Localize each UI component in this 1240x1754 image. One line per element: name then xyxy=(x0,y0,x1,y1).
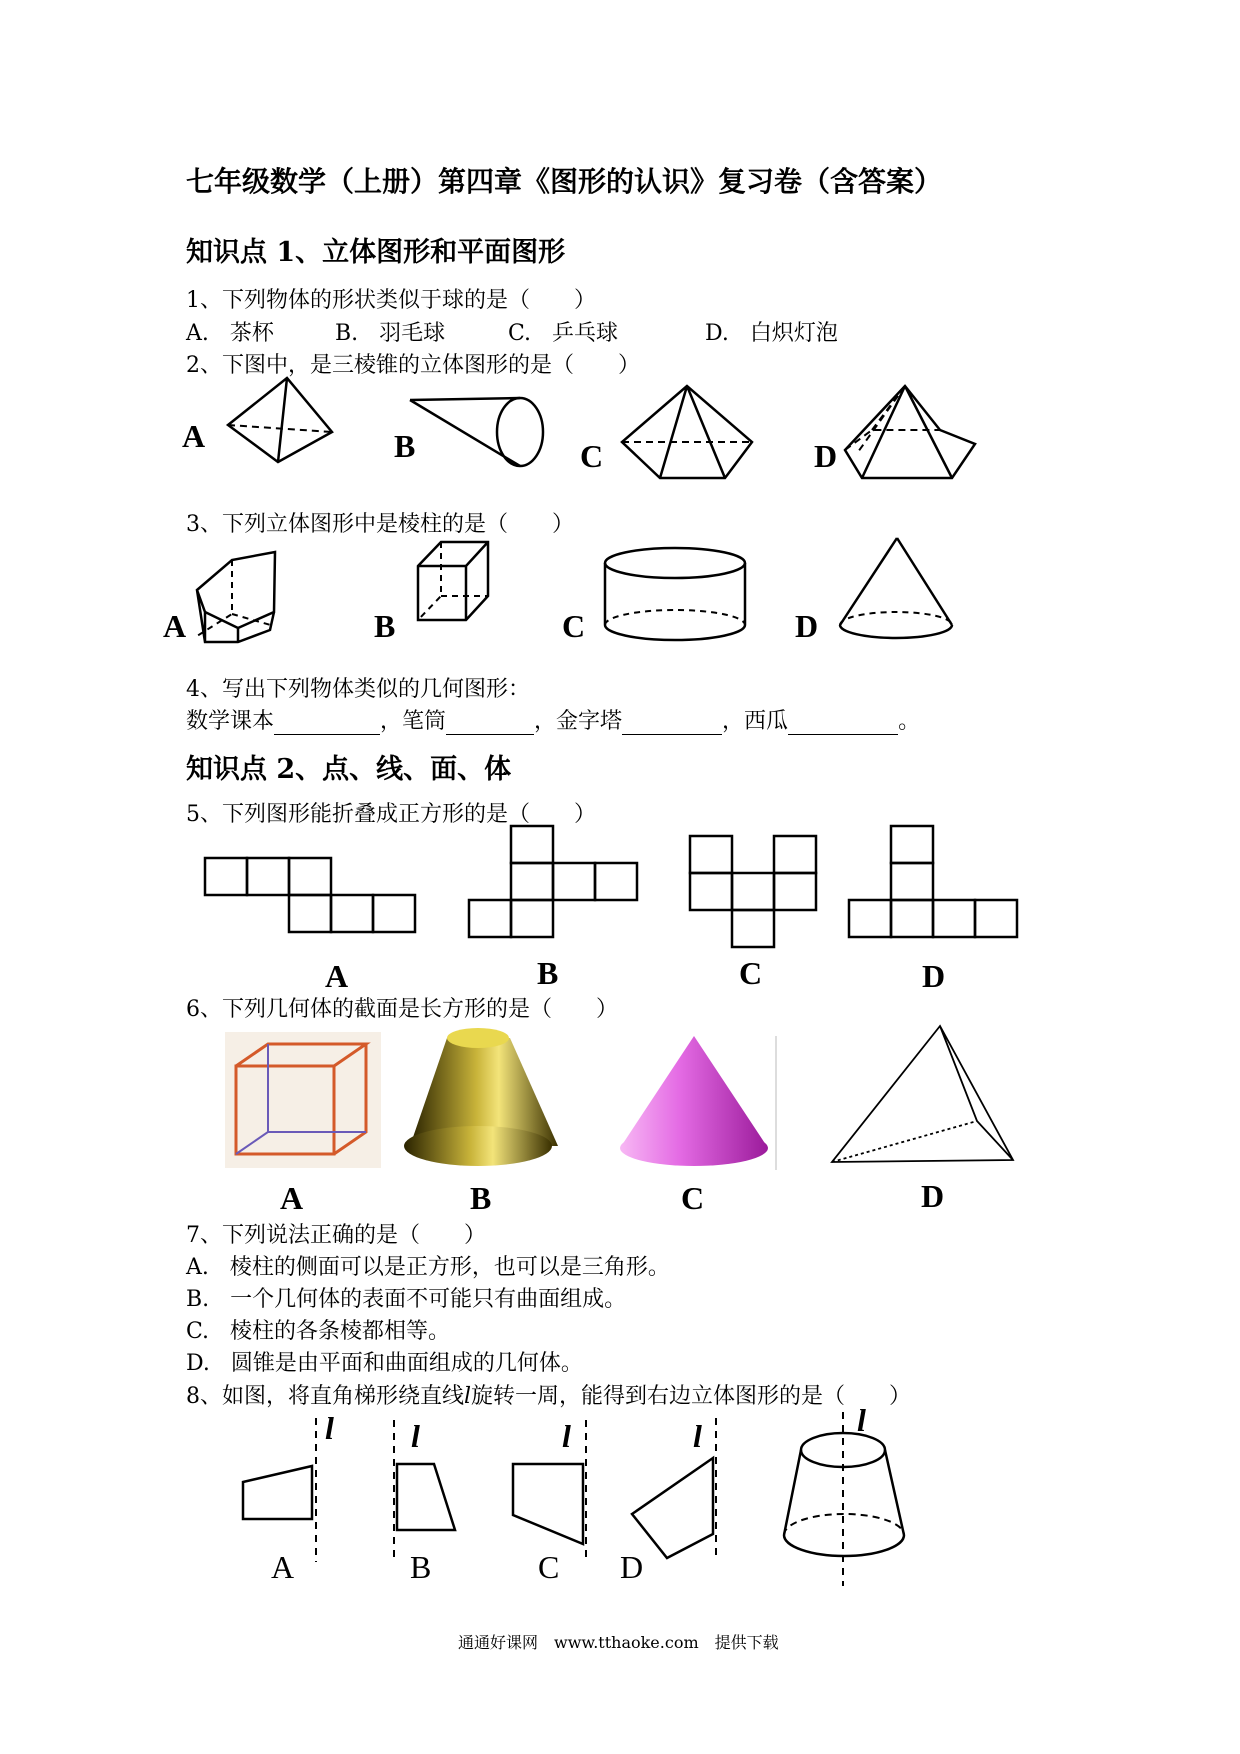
q4-item-pen-holder: ，笔筒 xyxy=(380,709,447,734)
section-heading-2: 知识点 2、点、线、面、体 xyxy=(186,754,512,785)
section-heading-1: 知识点 1、立体图形和平面图形 xyxy=(186,237,566,268)
trapezoid-a-icon xyxy=(243,1418,316,1562)
pentagonal-pyramid-icon xyxy=(845,386,975,478)
q6-label-c: C xyxy=(681,1180,705,1216)
q4-item-watermelon: ，西瓜 xyxy=(722,709,789,734)
q1-option-b-letter: B. xyxy=(335,321,359,346)
q7-option-d-letter: D. xyxy=(186,1351,210,1376)
q4-blank-1[interactable] xyxy=(274,712,380,735)
trapezoid-c-icon xyxy=(513,1420,586,1562)
q2-label-a: A xyxy=(182,418,206,454)
q4-blank-4[interactable] xyxy=(788,712,898,735)
q2-label-c: C xyxy=(580,438,604,474)
q7-option-b-text: 一个几何体的表面不可能只有曲面组成。 xyxy=(230,1287,627,1312)
q1-option-a-text: 茶杯 xyxy=(229,321,274,346)
q3-label-c: C xyxy=(562,608,586,644)
cone-upright-icon xyxy=(840,538,952,638)
frustum-image xyxy=(404,1028,558,1166)
q4-item-textbook: 数学课本 xyxy=(186,709,275,734)
triangular-pyramid-icon xyxy=(228,378,332,462)
document-title: 七年级数学（上册）第四章《图形的认识》复习卷（含答案） xyxy=(186,165,943,198)
cone-icon xyxy=(410,398,543,466)
q7-option-a xyxy=(186,1250,670,1281)
q8-stem-var: l xyxy=(464,1384,472,1409)
net-c-icon xyxy=(690,836,816,947)
q4-item-pyramid: ，金字塔 xyxy=(534,709,623,734)
net-a-icon xyxy=(205,858,415,932)
q4-fill-line xyxy=(186,704,920,735)
q5-label-a: A xyxy=(325,958,349,994)
square-pyramid-icon xyxy=(622,386,752,478)
q8-axis-label-b: l xyxy=(411,1418,420,1454)
q5-label-c: C xyxy=(739,955,763,991)
q7-option-a-text: 棱柱的侧面可以是正方形，也可以是三角形。 xyxy=(229,1255,670,1280)
q6-label-a: A xyxy=(280,1180,304,1216)
q7-option-c xyxy=(186,1314,450,1345)
net-b-icon xyxy=(469,826,637,937)
q1-option-a-letter: A. xyxy=(186,321,209,346)
q1-option-c xyxy=(508,316,618,347)
q7-option-c-letter: C. xyxy=(186,1319,210,1344)
q3-figures xyxy=(0,530,1240,650)
q8-axis-label-solid: l xyxy=(857,1402,866,1438)
question-2-stem: 2、下图中，是三棱锥的立体图形的是（ ） xyxy=(186,353,640,378)
q1-option-b-text: 羽毛球 xyxy=(379,321,446,346)
q2-label-d: D xyxy=(814,438,838,474)
question-1-stem: 1、下列物体的形状类似于球的是（ ） xyxy=(186,288,596,313)
page-footer: 通通好课网 www.tthaoke.com 提供下载 xyxy=(458,1633,779,1652)
q3-label-a: A xyxy=(163,608,187,644)
q3-label-b: B xyxy=(374,608,396,644)
q4-blank-3[interactable] xyxy=(622,712,722,735)
cube-section-image xyxy=(225,1032,381,1168)
q8-label-a: A xyxy=(271,1549,295,1585)
q2-figures xyxy=(0,370,1240,490)
q2-label-b: B xyxy=(394,428,416,464)
q1-option-b xyxy=(335,316,445,347)
q8-axis-label-a: l xyxy=(325,1410,334,1446)
q1-option-a xyxy=(186,316,274,347)
q6-label-d: D xyxy=(921,1178,945,1214)
question-4-stem: 4、写出下列物体类似的几何图形： xyxy=(186,677,530,702)
q8-stem-after: 旋转一周，能得到右边立体图形的是（ ） xyxy=(471,1384,912,1409)
question-6-stem: 6、下列几何体的截面是长方形的是（ ） xyxy=(186,997,618,1022)
q8-stem-before: 8、如图，将直角梯形绕直线 xyxy=(186,1384,464,1409)
q7-option-c-text: 棱柱的各条棱都相等。 xyxy=(230,1319,451,1344)
q5-figures xyxy=(0,826,1240,946)
q6-label-b: B xyxy=(470,1180,492,1216)
q7-option-a-letter: A. xyxy=(186,1255,209,1280)
question-3-stem: 3、下列立体图形中是棱柱的是（ ） xyxy=(186,512,574,537)
q8-axis-label-d: l xyxy=(693,1418,702,1454)
q6-figures xyxy=(0,1020,1240,1180)
q7-option-b xyxy=(186,1282,626,1313)
q1-option-d xyxy=(705,316,838,347)
q7-option-d-text: 圆锥是由平面和曲面组成的几何体。 xyxy=(230,1351,583,1376)
pentagonal-prism-icon xyxy=(197,552,275,642)
tetrahedron-icon xyxy=(832,1026,1013,1162)
cube-icon xyxy=(418,542,488,620)
pink-cone-image xyxy=(620,1036,776,1170)
q4-item-end: 。 xyxy=(898,709,921,734)
cylinder-icon xyxy=(605,548,745,640)
question-5-stem: 5、下列图形能折叠成正方形的是（ ） xyxy=(186,802,596,827)
question-8-stem xyxy=(186,1379,911,1410)
question-7-stem: 7、下列说法正确的是（ ） xyxy=(186,1223,486,1248)
q8-label-c: C xyxy=(538,1549,560,1585)
frustum-solid-icon xyxy=(784,1412,904,1586)
q5-label-b: B xyxy=(537,955,559,991)
q4-blank-2[interactable] xyxy=(446,712,534,735)
trapezoid-b-icon xyxy=(394,1420,455,1562)
trapezoid-d-icon xyxy=(632,1418,716,1560)
q3-label-d: D xyxy=(795,608,819,644)
q8-label-d: D xyxy=(620,1549,644,1585)
q1-option-d-text: 白炽灯泡 xyxy=(749,321,838,346)
q1-option-c-letter: C. xyxy=(508,321,532,346)
q1-option-d-letter: D. xyxy=(705,321,729,346)
q8-axis-label-c: l xyxy=(562,1418,571,1454)
net-d-icon xyxy=(849,826,1017,937)
q8-label-b: B xyxy=(410,1549,432,1585)
q7-option-d xyxy=(186,1346,583,1377)
q1-option-c-text: 乒乓球 xyxy=(552,321,619,346)
q7-option-b-letter: B. xyxy=(186,1287,210,1312)
q5-label-d: D xyxy=(922,958,946,994)
